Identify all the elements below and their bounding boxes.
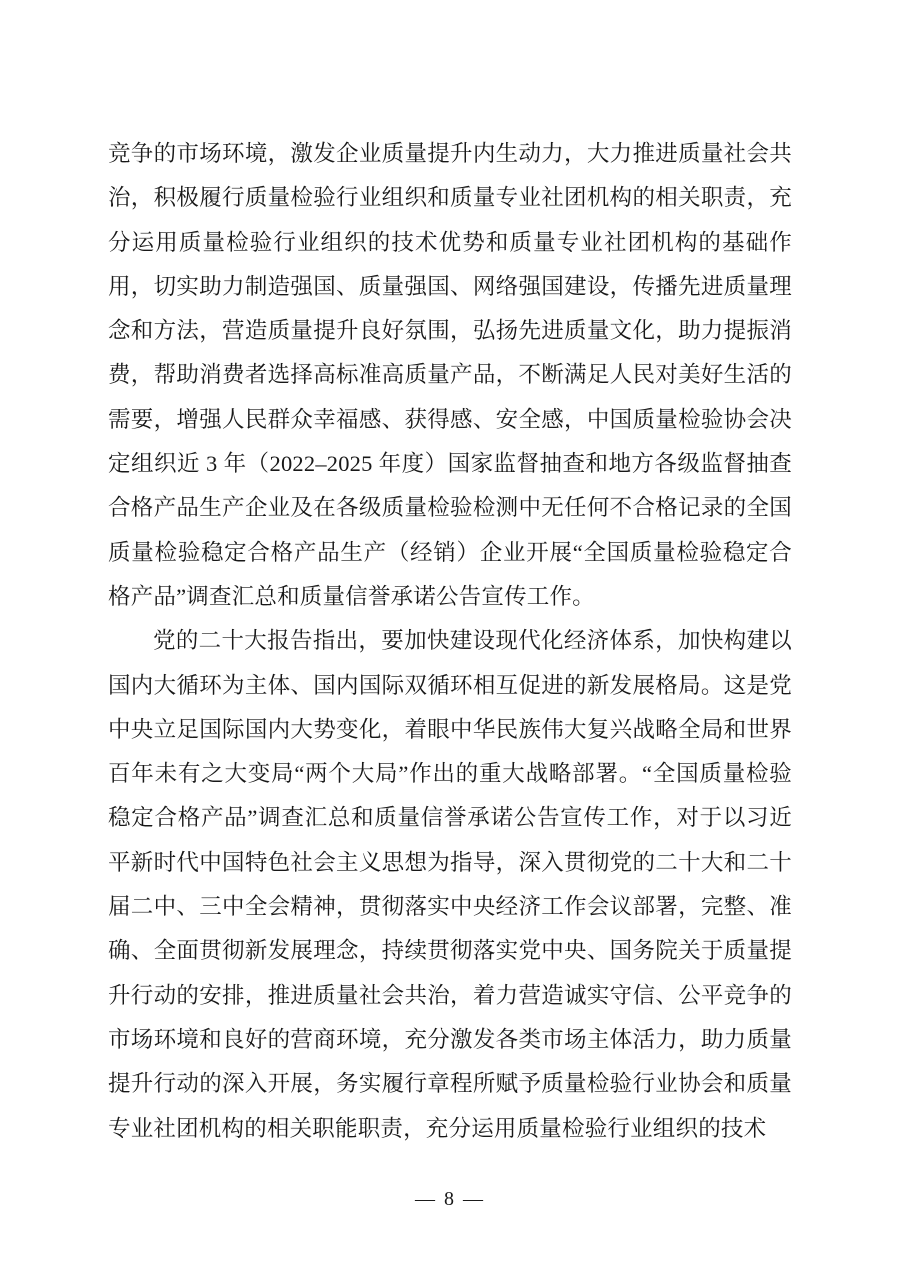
page-number: — 8 —: [415, 1188, 485, 1210]
page-footer: [0, 1188, 900, 1211]
paragraph-2: 党的二十大报告指出，要加快建设现代化经济体系，加快构建以国内大循环为主体、国内国际双循环相互促进的新发展格局。这是党中央立足国际国内大势变化，着眼中华民族伟大复兴战略全局和世界百年未有之大变局“两个大局”作出的重大战略部署。“全国质量检验稳定合格产品”调查汇总和质量信誉承诺公告宣传工作，对于以习近平新时代中国特色社会主义思想为指导，深入贯彻党的二十大和二十届二中、三中全会精神，贯彻落实中央经济工作会议部署，完整、准确、全面贯彻新发展理念，持续贯彻落实党中央、国务院关于质量提升行动的安排，推进质量社会共治，着力营造诚实守信、公平竞争的市场环境和良好的营商环境，充分激发各类市场主体活力，助力质量提升行动的深入开展，务实履行章程所赋予质量检验行业协会和质量专业社团机构的相关职能职责，充分运用质量检验行业组织的技术: [108, 628, 792, 1141]
document-body: [108, 132, 792, 1151]
paragraph-1: 竞争的市场环境，激发企业质量提升内生动力，大力推进质量社会共治，积极履行质量检验行业组织和质量专业社团机构的相关职责，充分运用质量检验行业组织的技术优势和质量专业社团机构的基础作用，切实助力制造强国、质量强国、网络强国建设，传播先进质量理念和方法，营造质量提升良好氛围，弘扬先进质量文化，助力提振消费，帮助消费者选择高标准高质量产品，不断满足人民对美好生活的需要，增强人民群众幸福感、获得感、安全感，中国质量检验协会决定组织近 3 年（2022–2025 年度）国家监督抽查和地方各级监督抽查合格产品生产企业及在各级质量检验检测中无任何不合格记录的全国质量检验稳定合格产品生产（经销）企业开展“全国质量检验稳定合格产品”调查汇总和质量信誉承诺公告宣传工作。: [108, 141, 792, 609]
